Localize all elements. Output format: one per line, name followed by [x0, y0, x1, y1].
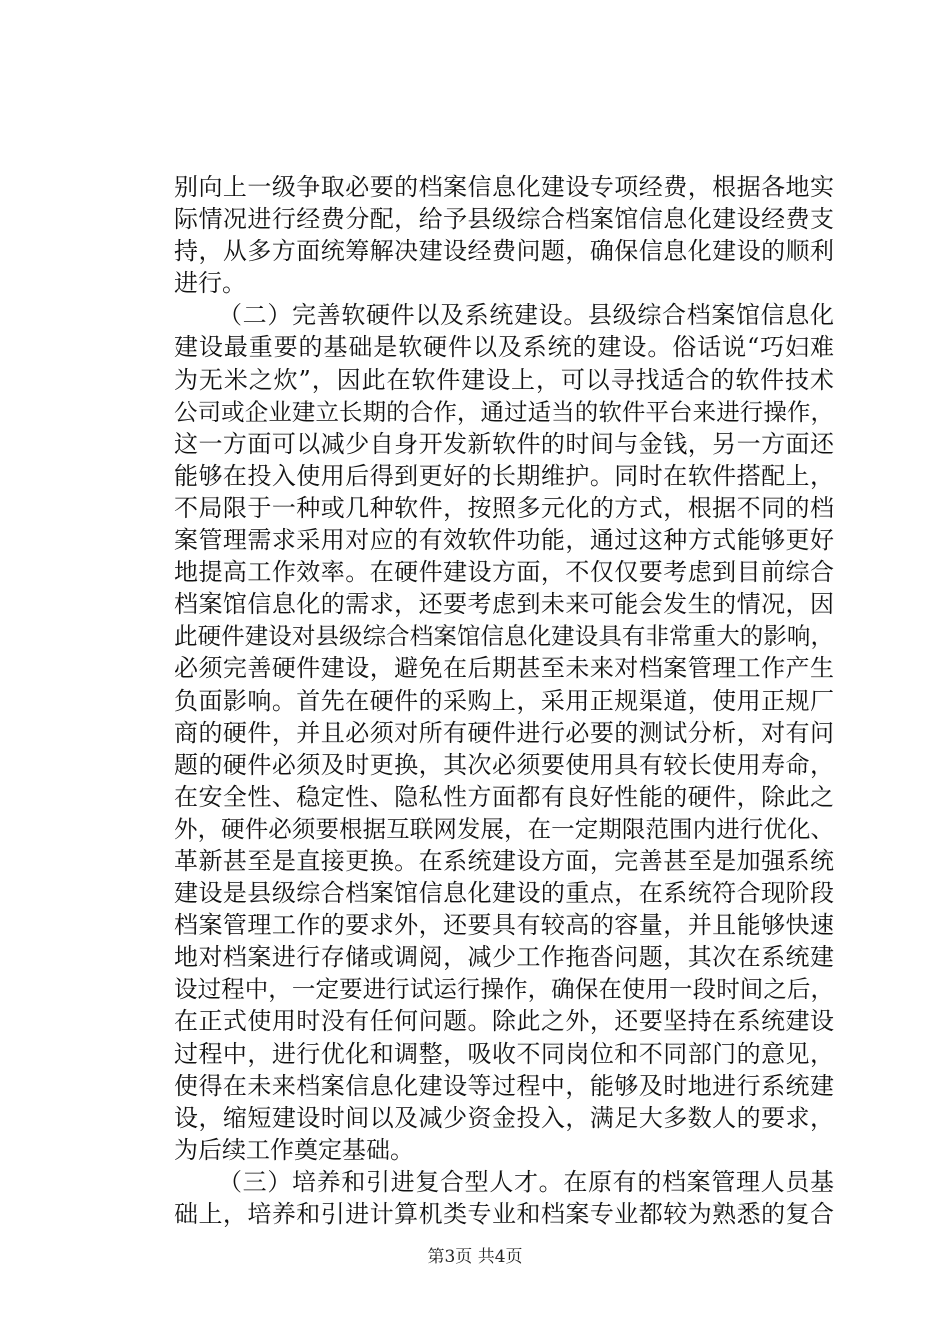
- text-line: 设过程中，一定要进行试运行操作，确保在使用一段时间之后，: [174, 975, 834, 1004]
- text-line: 过程中，进行优化和调整，吸收不同岗位和不同部门的意见，: [174, 1039, 834, 1068]
- text-line: 公司或企业建立长期的合作，通过适当的软件平台来进行操作，: [174, 397, 834, 426]
- text-line: 进行。: [174, 269, 246, 298]
- page-footer: 第3页 共4页: [427, 1247, 523, 1267]
- text-line: 这一方面可以减少自身开发新软件的时间与金钱，另一方面还: [174, 429, 834, 458]
- text-line: 案管理需求采用对应的有效软件功能，通过这种方式能够更好: [174, 526, 834, 555]
- document-body: [174, 171, 834, 1230]
- text-line: 必须完善硬件建设，避免在后期甚至未来对档案管理工作产生: [174, 654, 834, 683]
- text-line: 建设是县级综合档案馆信息化建设的重点，在系统符合现阶段: [174, 879, 834, 908]
- text-line: 为无米之炊”，因此在软件建设上，可以寻找适合的软件技术: [174, 365, 834, 394]
- text-line: 础上，培养和引进计算机类专业和档案专业都较为熟悉的复合: [174, 1200, 834, 1228]
- text-line: 设，缩短建设时间以及减少资金投入，满足大多数人的要求，: [174, 1103, 834, 1132]
- text-line: （二）完善软硬件以及系统建设。县级综合档案馆信息化: [218, 301, 834, 330]
- text-line: 际情况进行经费分配，给予县级综合档案馆信息化建设经费支: [174, 205, 834, 234]
- text-line: 能够在投入使用后得到更好的长期维护。同时在软件搭配上，: [174, 461, 834, 490]
- text-line: 档案馆信息化的需求，还要考虑到未来可能会发生的情况，因: [174, 590, 834, 619]
- text-line: 此硬件建设对县级综合档案馆信息化建设具有非常重大的影响，: [174, 622, 834, 651]
- text-line: 地提高工作效率。在硬件建设方面，不仅仅要考虑到目前综合: [174, 558, 834, 587]
- text-line: 负面影响。首先在硬件的采购上，采用正规渠道，使用正规厂: [174, 686, 834, 715]
- text-line: 题的硬件必须及时更换，其次必须要使用具有较长使用寿命，: [174, 750, 834, 779]
- text-line: 不局限于一种或几种软件，按照多元化的方式，根据不同的档: [174, 493, 834, 522]
- text-line: 建设最重要的基础是软硬件以及系统的建设。俗话说“巧妇难: [174, 333, 834, 362]
- text-line: 使得在未来档案信息化建设等过程中，能够及时地进行系统建: [174, 1071, 834, 1100]
- text-line: 革新甚至是直接更换。在系统建设方面，完善甚至是加强系统: [174, 846, 834, 875]
- text-line: 为后续工作奠定基础。: [174, 1135, 414, 1164]
- text-line: 在安全性、稳定性、隐私性方面都有良好性能的硬件，除此之: [174, 782, 834, 811]
- text-line: （三）培养和引进复合型人才。在原有的档案管理人员基: [218, 1167, 834, 1196]
- text-line: 持，从多方面统筹解决建设经费问题，确保信息化建设的顺利: [174, 237, 834, 266]
- text-line: 别向上一级争取必要的档案信息化建设专项经费，根据各地实: [174, 173, 834, 201]
- text-line: 在正式使用时没有任何问题。除此之外，还要坚持在系统建设: [174, 1007, 834, 1036]
- text-line: 外，硬件必须要根据互联网发展，在一定期限范围内进行优化、: [174, 814, 834, 843]
- text-line: 档案管理工作的要求外，还要具有较高的容量，并且能够快速: [174, 911, 834, 940]
- text-line: 地对档案进行存储或调阅，减少工作拖沓问题，其次在系统建: [174, 943, 834, 972]
- text-line: 商的硬件，并且必须对所有硬件进行必要的测试分析，对有问: [174, 718, 834, 747]
